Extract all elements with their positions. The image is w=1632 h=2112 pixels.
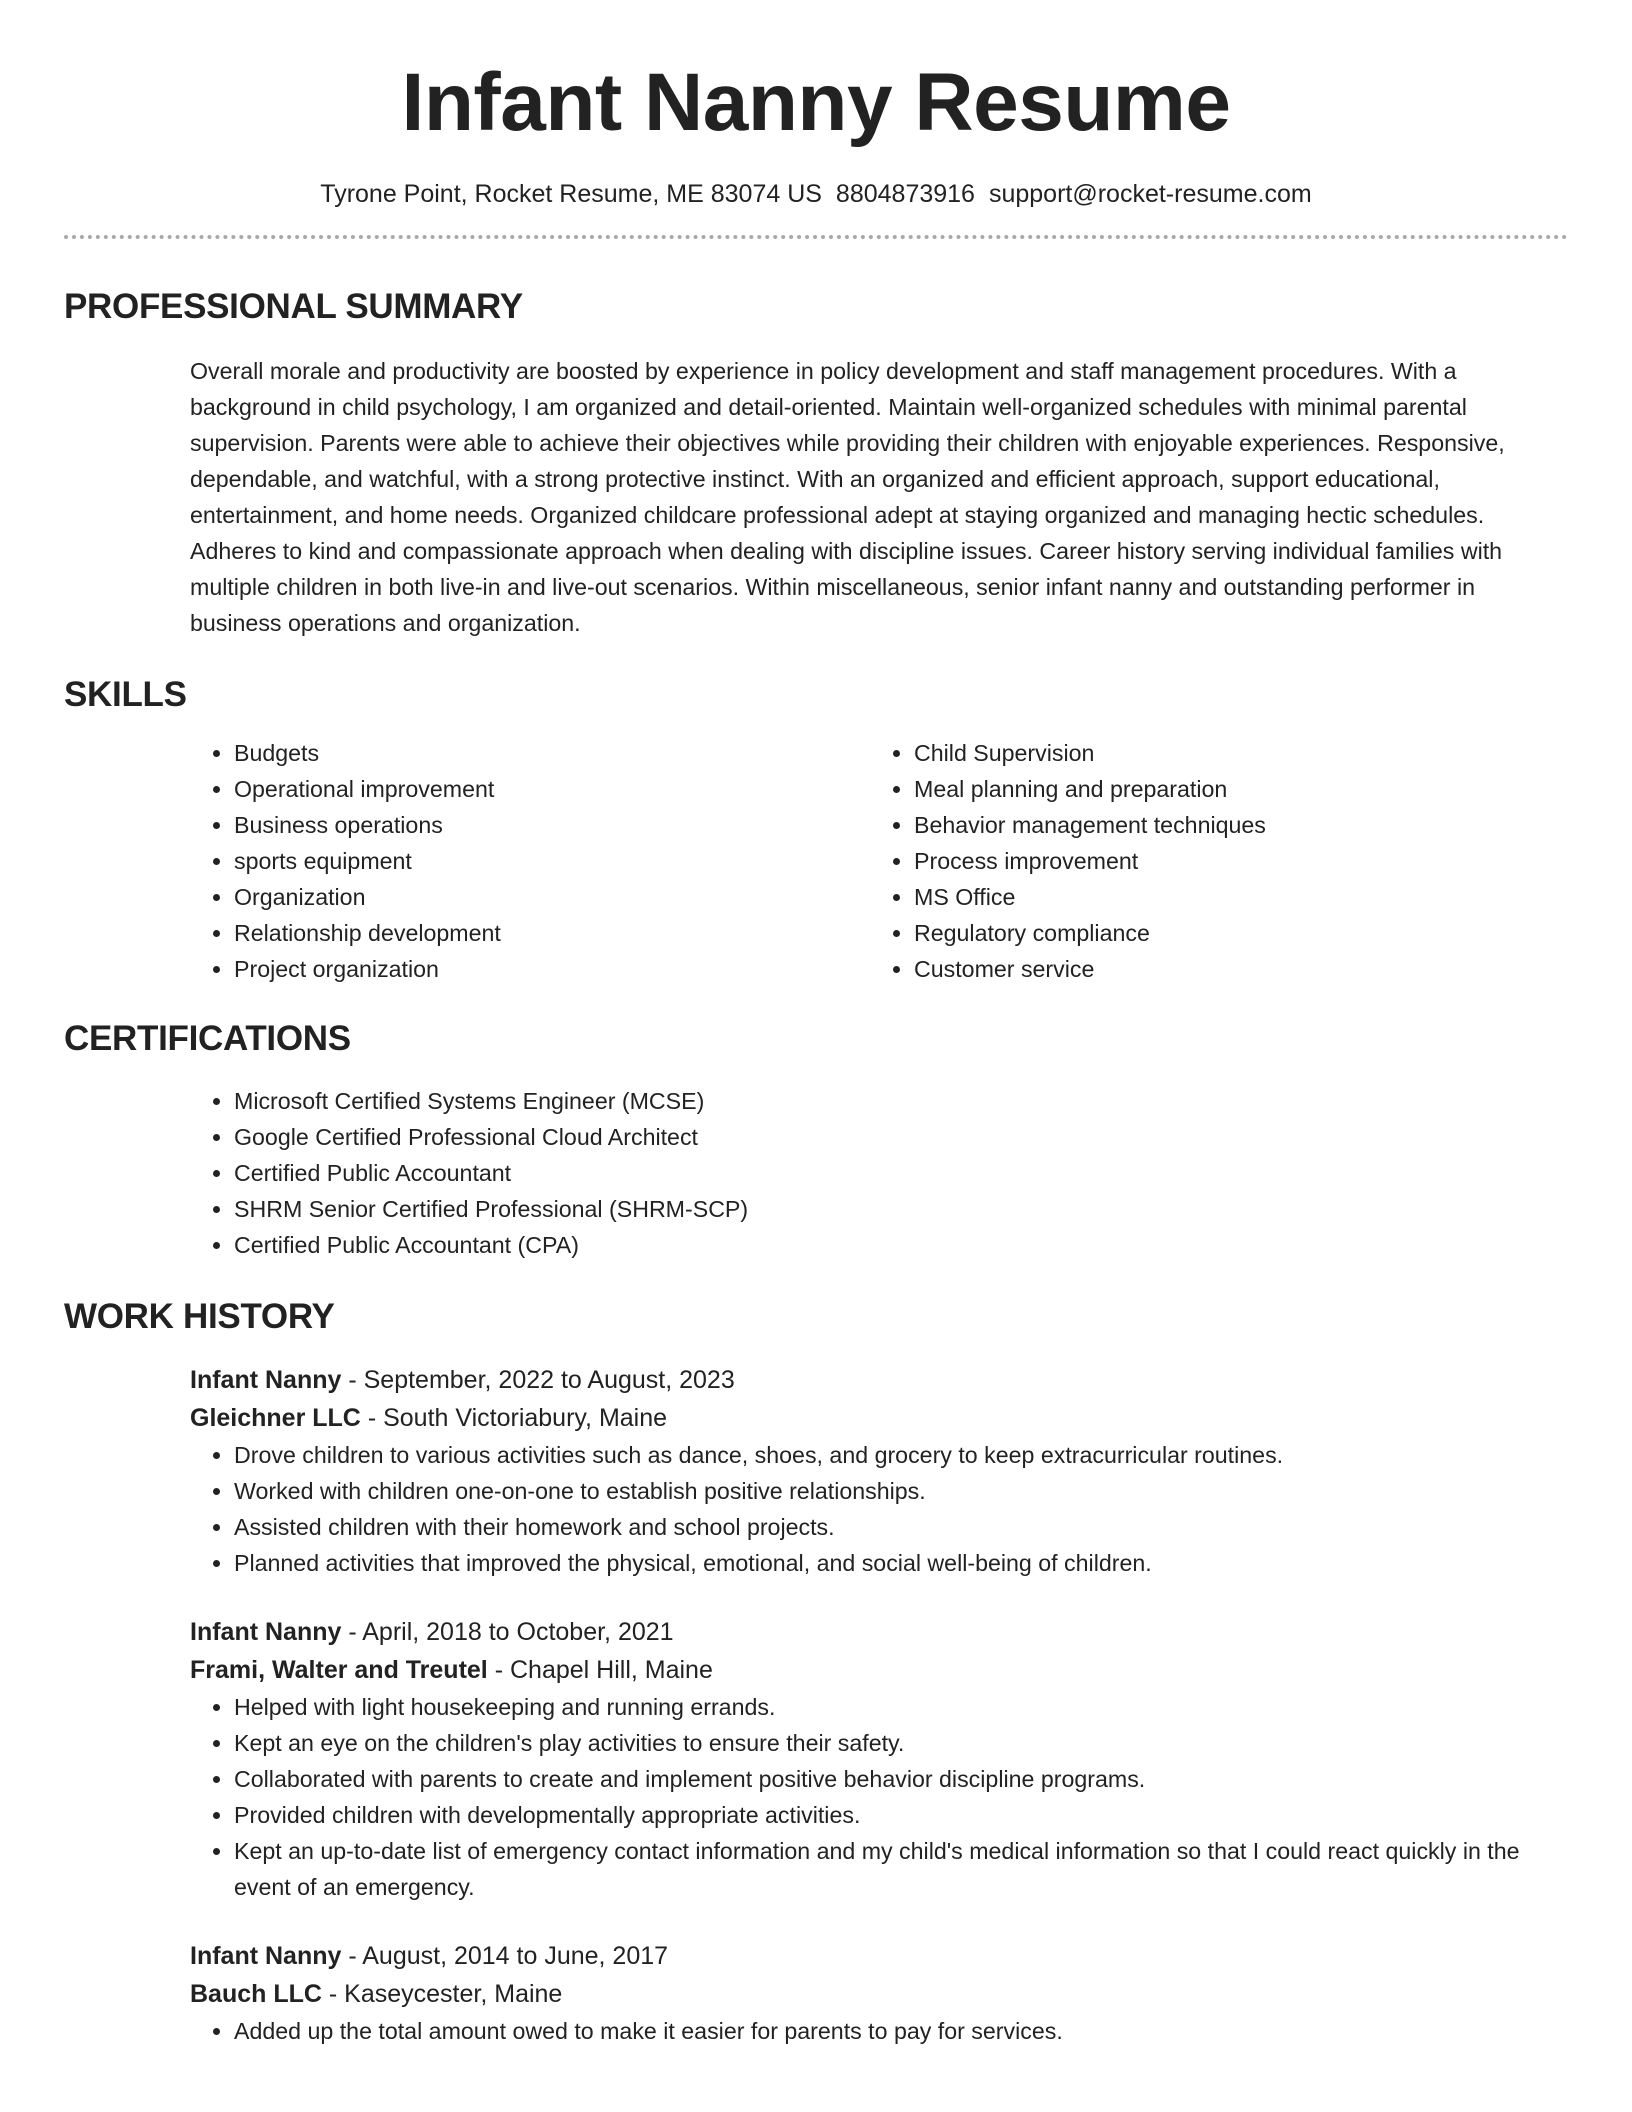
skill-item: • Child Supervision (914, 735, 1550, 771)
job-duty: • Drove children to various activities such as dance, shoes, and grocery to keep extracurricular routines. (234, 1437, 1568, 1473)
contact-email: support@rocket-resume.com (988, 180, 1312, 208)
job-duty: • Worked with children one-on-one to establish positive relationships. (234, 1473, 1568, 1509)
job-company-line (190, 1975, 1568, 2013)
certifications-heading: CERTIFICATIONS (64, 1019, 351, 1058)
job-company: Gleichner LLC (190, 1404, 361, 1432)
summary-heading: PROFESSIONAL SUMMARY (64, 287, 523, 326)
skills-section (64, 675, 1568, 987)
certification-item: • Certified Public Accountant (CPA) (234, 1227, 1568, 1263)
job-duties-list (190, 1437, 1568, 1581)
summary-text: Overall morale and productivity are boosted by experience in policy development and staff management procedures. With a background in child psychology, I am organized and detail-oriented. Maintain well-organized schedules with minimal parental supervision. Parents were able to achieve their objectives while providing their children with enjoyable experiences. Responsive, dependable, and watchful, with a strong protective instinct. With an organized and efficient approach, support educational, entertainment, and home needs. Organized childcare professional adept at staying organized and managing hectic schedules. Adheres to kind and compassionate approach when dealing with discipline issues. Career history serving individual families with multiple children in both live-in and live-out scenarios. Within miscellaneous, senior infant nanny and outstanding performer in business operations and organization. (190, 358, 1505, 636)
contact-line (64, 180, 1568, 209)
job-dates: - September, 2022 to August, 2023 (341, 1366, 735, 1394)
contact-address: Tyrone Point, Rocket Resume, ME 83074 US (320, 180, 822, 208)
job-duty: • Helped with light housekeeping and running errands. (234, 1689, 1568, 1725)
summary-section (64, 287, 1568, 641)
job-duty: • Kept an eye on the children's play activities to ensure their safety. (234, 1725, 1568, 1761)
certification-item: • Certified Public Accountant (234, 1155, 1568, 1191)
skill-item: • Organization (234, 879, 870, 915)
skill-item: • Behavior management techniques (914, 807, 1550, 843)
header-divider (64, 235, 1568, 239)
skill-item: • Process improvement (914, 843, 1550, 879)
job-title: Infant Nanny (190, 1366, 342, 1394)
job-company-line (190, 1651, 1568, 1689)
skills-grid (190, 735, 1568, 987)
job-duties-list (190, 2013, 1568, 2049)
skill-item: • Customer service (914, 951, 1550, 987)
skill-item: • Operational improvement (234, 771, 870, 807)
job-duty: • Assisted children with their homework and school projects. (234, 1509, 1568, 1545)
job-company: Bauch LLC (190, 1980, 322, 2008)
skills-column-left (190, 735, 870, 987)
skills-list-left (190, 735, 870, 987)
certifications-section (64, 1019, 1568, 1263)
certification-item: • Microsoft Certified Systems Engineer (MCSE) (234, 1083, 1568, 1119)
job-dates: - April, 2018 to October, 2021 (341, 1618, 674, 1646)
job-duty: • Added up the total amount owed to make it easier for parents to pay for services. (234, 2013, 1568, 2049)
certifications-list (190, 1083, 1568, 1263)
job-entry (190, 1937, 1568, 2049)
job-location: - Kaseycester, Maine (321, 1980, 563, 2008)
skill-item: • Project organization (234, 951, 870, 987)
job-duty: • Kept an up-to-date list of emergency contact information and my child's medical information so that I could react quickly in the event of an emergency. (234, 1833, 1568, 1905)
job-title-line (190, 1937, 1568, 1975)
skill-item: • Regulatory compliance (914, 915, 1550, 951)
job-location: - South Victoriabury, Maine (360, 1404, 668, 1432)
skill-item: • Relationship development (234, 915, 870, 951)
job-location: - Chapel Hill, Maine (487, 1656, 713, 1684)
skill-item: • MS Office (914, 879, 1550, 915)
certifications-block (190, 1083, 1568, 1263)
job-duty: • Collaborated with parents to create and implement positive behavior discipline programs. (234, 1761, 1568, 1797)
job-title: Infant Nanny (190, 1618, 342, 1646)
job-duty: • Provided children with developmentally appropriate activities. (234, 1797, 1568, 1833)
job-dates: - August, 2014 to June, 2017 (341, 1942, 669, 1970)
skills-list-right (870, 735, 1550, 987)
resume-title: Infant Nanny Resume (401, 57, 1231, 148)
job-company: Frami, Walter and Treutel (190, 1656, 488, 1684)
skill-item: • sports equipment (234, 843, 870, 879)
skill-item: • Meal planning and preparation (914, 771, 1550, 807)
skills-heading: SKILLS (64, 675, 187, 714)
skills-column-right (870, 735, 1550, 987)
skill-item: • Business operations (234, 807, 870, 843)
job-duties-list (190, 1689, 1568, 1905)
job-title: Infant Nanny (190, 1942, 342, 1970)
certification-item: • Google Certified Professional Cloud Architect (234, 1119, 1568, 1155)
work-history-section (64, 1297, 1568, 2049)
job-entry (190, 1613, 1568, 1905)
job-company-line (190, 1399, 1568, 1437)
job-entry (190, 1361, 1568, 1581)
work-history-heading: WORK HISTORY (64, 1297, 335, 1336)
job-title-line (190, 1361, 1568, 1399)
job-title-line (190, 1613, 1568, 1651)
job-duty: • Planned activities that improved the physical, emotional, and social well-being of children. (234, 1545, 1568, 1581)
contact-phone: 8804873916 (835, 180, 975, 208)
certification-item: • SHRM Senior Certified Professional (SHRM-SCP) (234, 1191, 1568, 1227)
skill-item: • Budgets (234, 735, 870, 771)
